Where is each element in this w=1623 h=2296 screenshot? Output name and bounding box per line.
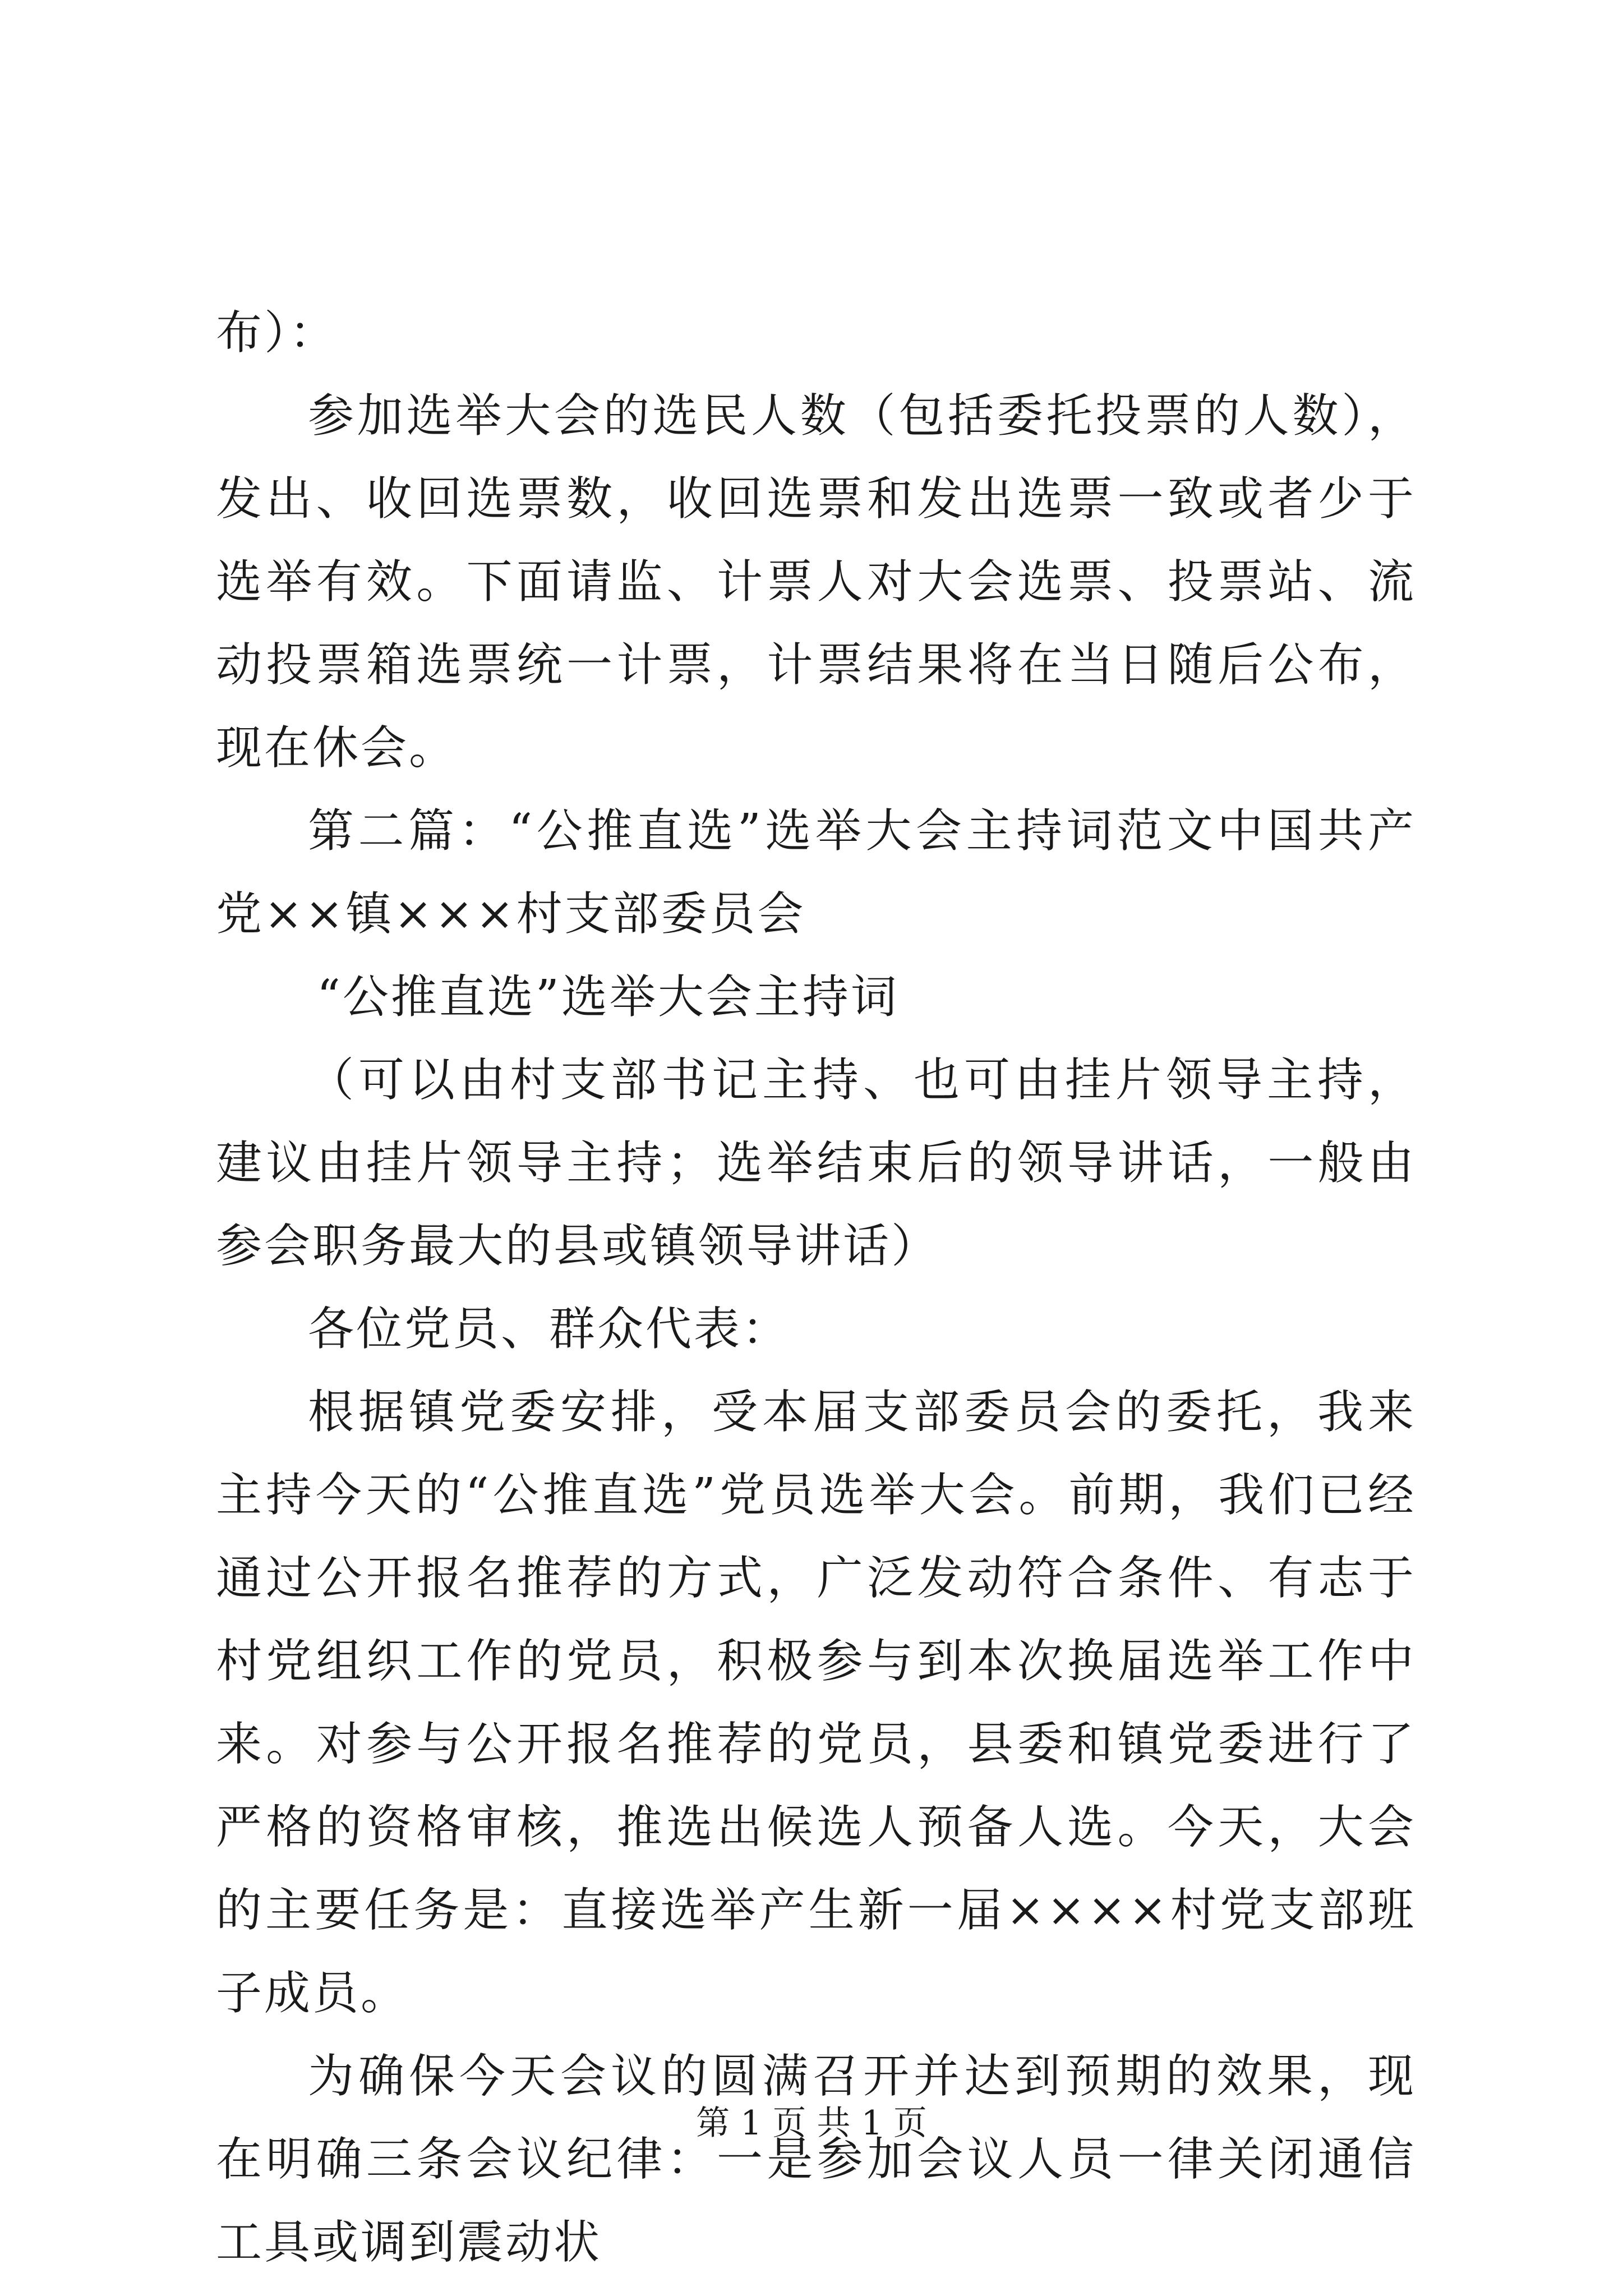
document-body [216, 292, 1416, 2284]
paragraph-speech-title: “公推直选”选举大会主持词 [317, 970, 899, 1024]
paragraph-salutation: 各位党员、群众代表： [308, 1303, 791, 1356]
paragraph-meeting-intro: 根据镇党委安排，受本届支部委员会的委托，我来主持今天的“公推直选”党员选举大会。前期，我们已经通过公开报名推荐的方式，广泛发动符合条件、有志于村党组织工作的党员，积极参与到本次换届选举工作中来。对参与公开报名推荐的党员，县委和镇党委进行了严格的资格审核，推选出候选人预备人选。今天，大会的主要任务是：直接选举产生新一届××××村党支部班子成员。 [216, 1386, 1416, 2020]
paragraph-host-note: （可以由村支部书记主持、也可由挂片领导主持，建议由挂片领导主持；选举结束后的领导讲话，一般由参会职务最大的县或镇领导讲话） [216, 1053, 1416, 1273]
page-footer: 第 1 页 共 1 页 [696, 2104, 927, 2143]
paragraph-section-two-heading: 第二篇：“公推直选”选举大会主持词范文中国共产党××镇×××村支部委员会 [216, 804, 1416, 941]
paragraph-vote-count: 参加选举大会的选民人数（包括委托投票的人数），发出、收回选票数，收回选票和发出选票一致或者少于选举有效。下面请监、计票人对大会选票、投票站、流动投票箱选票统一计票，计票结果将在当日随后公布，现在休会。 [216, 389, 1416, 775]
paragraph-continuation: 布）： [216, 306, 338, 360]
paragraph-meeting-rules: 为确保今天会议的圆满召开并达到预期的效果，现在明确三条会议纪律：一是参加会议人员一律关闭通信工具或调到震动状 [216, 2050, 1416, 2269]
